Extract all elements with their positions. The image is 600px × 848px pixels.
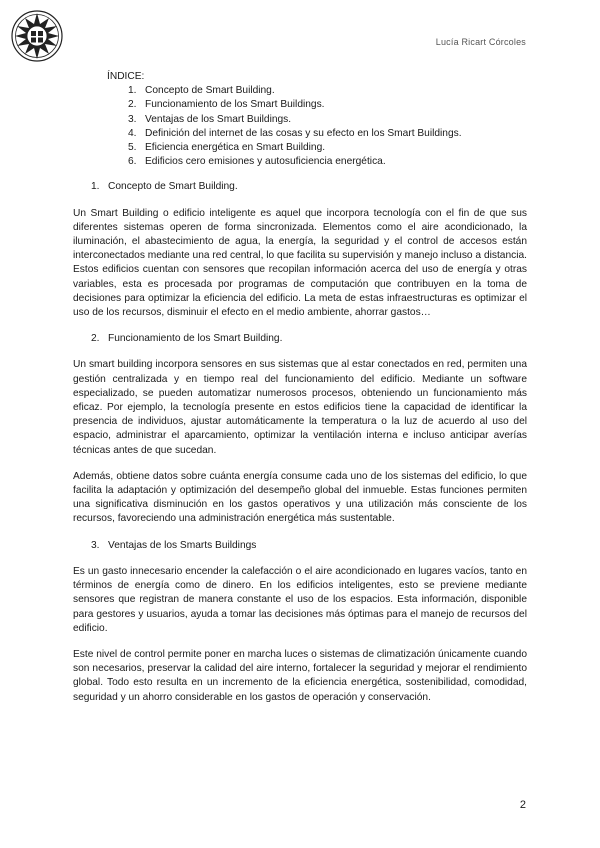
index-item: 1. Concepto de Smart Building. xyxy=(128,85,275,97)
page-number: 2 xyxy=(519,799,526,811)
section-heading: 2. Funcionamiento de los Smart Building. xyxy=(91,333,283,345)
paragraph: Este nivel de control permite poner en marcha luces o sistemas de climatización únicamente cuando son necesarios, preservar la calidad del aire interno, fortalecer la seguridad y mejorar el rendimiento global. Todo esto resulta en un incremento de la eficiencia energética, sostenibilidad, comodidad, seguridad y un ahorro considerable en los gastos de operación y conservación. xyxy=(73,648,527,703)
paragraph: Es un gasto innecesario encender la calefacción o el aire acondicionado en lugares vacíos, tanto en términos de energía como de dinero. En los edificios inteligentes, esto se previene mediante sensores que registran de manera constante el uso de los espacios. Esta información, disponible para gestores y usuarios, ayuda a tomar las decisiones más óptimas para el manejo de recursos del edificio. xyxy=(73,565,527,634)
university-seal-logo xyxy=(11,10,63,62)
index-item: 3. Ventajas de los Smart Buildings. xyxy=(128,113,292,125)
section-heading: 3. Ventajas de los Smarts Buildings xyxy=(91,539,257,551)
index-item: 2. Funcionamiento de los Smart Buildings. xyxy=(128,99,325,111)
document-body xyxy=(73,70,527,717)
index-item: 4. Definición del internet de las cosas y su efecto en los Smart Buildings. xyxy=(128,127,462,139)
index-list xyxy=(128,84,527,169)
index-item: 5. Eficiencia energética en Smart Building. xyxy=(128,142,326,154)
section-heading: 1. Concepto de Smart Building. xyxy=(91,181,238,193)
paragraph: Un smart building incorpora sensores en sus sistemas que al estar conectados en red, permiten una gestión centralizada y en tiempo real del funcionamiento del edificio. Mediante un software especializado, se pueden automatizar numerosos procesos, obteniendo un funcionamiento más eficaz. Por ejemplo, la tecnología presente en estos edificios tiene la capacidad de identificar la presencia de individuos, ajustar automáticamente la temperatura o la luz de acuerdo al uso del espacio, administrar el aparcamiento, optimizar la ventilación interna e incluso anticipar averías técnicas antes de que sucedan. xyxy=(73,359,527,456)
index-item: 6. Edificios cero emisiones y autosuficiencia energética. xyxy=(128,156,386,168)
header-author: Lucía Ricart Córcoles xyxy=(435,37,526,47)
paragraph: Un Smart Building o edificio inteligente es aquel que incorpora tecnología con el fin de que sus diferentes sistemas operen de forma sincronizada. Elementos como el aire acondicionado, la iluminación, el abastecimiento de agua, la energía, la seguridad y el control de accesos están interconectados mediante una red central, lo que facilita su supervisión y manejo incluso a distancia. Estos edificios cuentan con sensores que recopilan información acerca del uso de energía y otras variables, esta es procesada por programas de computación que contribuyen en la toma de decisiones para optimizar la eficiencia del edificio. La meta de estas infraestructuras es optimizar el uso de los recursos, disminuir el efecto en el medio ambiente, ahorrar gastos… xyxy=(73,207,527,319)
index-title: ÍNDICE: xyxy=(107,71,145,82)
paragraph: Además, obtiene datos sobre cuánta energía consume cada uno de los sistemas del edificio, lo que facilita la adaptación y optimización del desempeño global del inmueble. Estas funciones permiten una significativa disminución en los gastos operativos y una utilización más consciente de los recursos, favoreciendo una administración energética más sustentable. xyxy=(73,470,527,525)
